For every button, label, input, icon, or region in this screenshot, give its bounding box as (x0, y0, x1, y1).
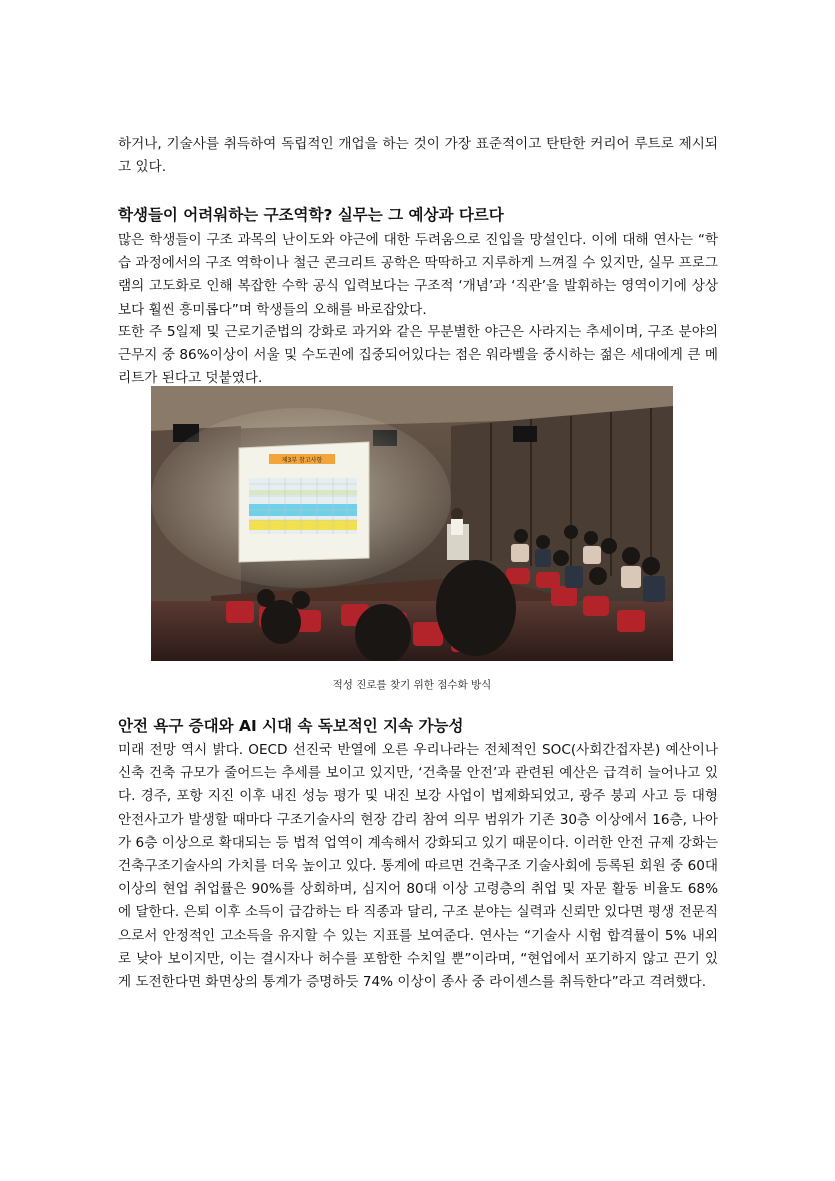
section1-paragraph-2: 또한 주 5일제 및 근로기준법의 강화로 과거와 같은 무분별한 야근은 사라지는 추세이며, 구조 분야의 근무지 중 86%이상이 서울 및 수도권에 집중되어있다는 점은 워라벨을 중시하는 젊은 세대에게 큰 메리트가 된다고 덧붙였다. (118, 324, 718, 387)
slide-title: 제3부 참고사항 (281, 457, 323, 464)
section1-paragraph-1: 많은 학생들이 구조 과목의 난이도와 야근에 대한 두려움으로 진입을 망설인다. 이에 대해 연사는 “학습 과정에서의 구조 역학이나 철근 콘크리트 공학은 딱딱하고 지루하게 느껴질 수 있지만, 실무 프로그램의 고도화로 인해 복잡한 수학 공식 입력보다는 구조적 ‘개념’과 ‘직관’을 발휘하는 영역이기에 상상보다 훨씬 흥미롭다”며 학생들의 오해를 바로잡았다. (118, 232, 718, 318)
section2-paragraph-1: 미래 전망 역시 밝다. OECD 선진국 반열에 오른 우리나라는 전체적인 SOC(사회간접자본) 예산이나 신축 건축 규모가 줄어드는 추세를 보이고 있지만, ‘건축물 안전’과 관련된 예산은 급격히 늘어나고 있다. 경주, 포항 지진 이후 내진 성능 평가 및 내진 보강 사업이 법제화되었고, 광주 붕괴 사고 등 대형 안전사고가 발생할 때마다 구조기술사의 현장 감리 참여 의무 범위가 기존 30층 이상에서 16층, 나아가 6층 이상으로 확대되는 등 법적 업역이 계속해서 강화되고 있기 때문이다. 이러한 안전 규제 강화는 건축구조기술사의 가치를 더욱 높이고 있다. 통계에 따르면 건축구조 기술사회에 등록된 회원 중 60대 이상의 현업 취업률은 90%를 상회하며, 심지어 80대 이상 고령층의 취업 및 자문 활동 비율도 68%에 달한다. 은퇴 이후 소득이 급감하는 타 직종과 달리, 구조 분야는 실력과 신뢰만 있다면 평생 전문직으로서 안정적인 고소득을 유지할 수 있는 지표를 보여준다. 연사는 “기술사 시험 합격률이 5% 내외로 낮아 보이지만, 이는 결시자나 허수를 포함한 수치일 뿐”이라며, “현업에서 포기하지 않고 끈기 있게 도전한다면 화면상의 통계가 증명하듯 74% 이상이 종사 중 라이센스를 취득한다”라고 격려했다. (118, 742, 718, 991)
seminar-photo (151, 386, 673, 661)
section-heading-structural-mechanics: 학생들이 어려워하는 구조역학? 실무는 그 예상과 다르다 (118, 206, 504, 224)
photo-caption: 적성 진로를 찾기 위한 점수화 방식 (332, 679, 492, 691)
section-heading-safety-ai: 안전 욕구 증대와 AI 시대 속 독보적인 지속 가능성 (118, 717, 464, 735)
intro-paragraph: 하거나, 기술사를 취득하여 독립적인 개업을 하는 것이 가장 표준적이고 탄탄한 커리어 루트로 제시되고 있다. (118, 136, 718, 176)
